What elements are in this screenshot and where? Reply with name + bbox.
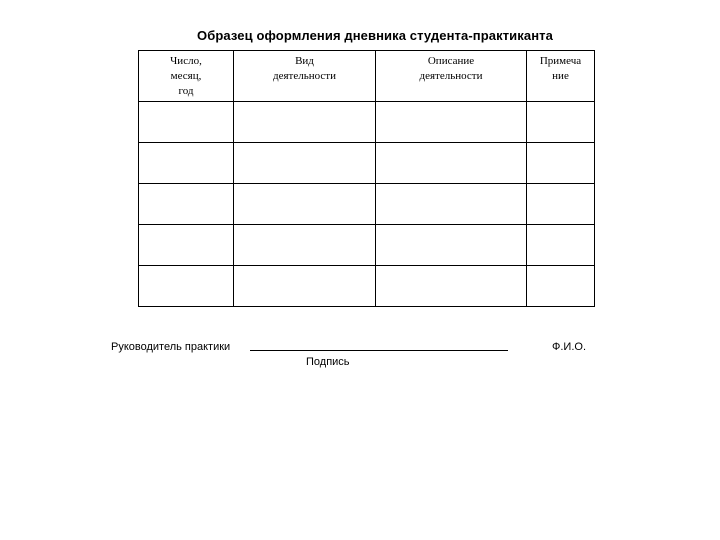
table-row <box>139 266 595 307</box>
table-cell <box>376 184 527 225</box>
table-cell <box>376 266 527 307</box>
header-notes-label: Примеча ние <box>539 55 582 82</box>
page-title: Образец оформления дневника студента-практиканта <box>197 28 553 43</box>
table-cell <box>234 225 376 266</box>
table-cell <box>527 102 595 143</box>
table-cell <box>527 266 595 307</box>
table-header-row <box>139 51 595 102</box>
supervisor-label: Руководитель практики <box>111 341 231 353</box>
header-activity-type <box>234 51 376 102</box>
table-cell <box>139 266 234 307</box>
table-row <box>139 102 595 143</box>
table-cell <box>527 225 595 266</box>
table-cell <box>376 225 527 266</box>
table-cell <box>234 266 376 307</box>
table-cell <box>376 143 527 184</box>
table-cell <box>527 143 595 184</box>
table-row <box>139 184 595 225</box>
diary-table <box>138 50 595 307</box>
header-activity-description <box>376 51 527 102</box>
header-date-label: Число, месяц, год <box>170 55 202 97</box>
table-cell <box>139 225 234 266</box>
header-date <box>139 51 234 102</box>
table-cell <box>139 184 234 225</box>
table-cell <box>234 143 376 184</box>
table-row <box>139 143 595 184</box>
table-cell <box>376 102 527 143</box>
table-row <box>139 225 595 266</box>
table-cell <box>139 102 234 143</box>
table-cell <box>139 143 234 184</box>
signature-caption: Подпись <box>306 356 350 368</box>
header-activity-description-label: Описание деятельности <box>419 55 483 82</box>
table-cell <box>234 102 376 143</box>
fio-label: Ф.И.О. <box>552 341 586 353</box>
table-cell <box>234 184 376 225</box>
signature-line <box>250 350 508 351</box>
header-notes <box>527 51 595 102</box>
header-activity-type-label: Вид деятельности <box>273 55 336 82</box>
table-cell <box>527 184 595 225</box>
